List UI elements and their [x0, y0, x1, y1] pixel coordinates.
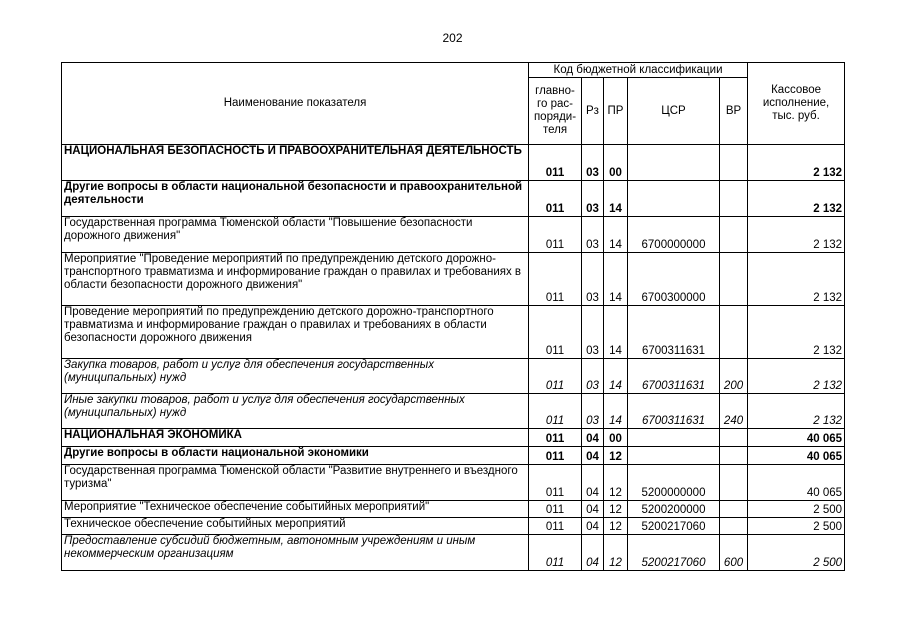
table-row [62, 501, 845, 518]
row-glav-cell: 011 [529, 306, 582, 359]
row-csr-cell: 6700000000 [628, 217, 720, 253]
row-vr-cell: 200 [720, 359, 748, 394]
row-name-cell: Закупка товаров, работ и услуг для обеспечения государственных (муниципальных) нужд [62, 359, 529, 394]
row-pr-cell: 12 [604, 501, 628, 518]
row-value-cell: 2 132 [748, 359, 845, 394]
row-vr-cell [720, 501, 748, 518]
row-name-cell: Другие вопросы в области национальной экономики [62, 447, 529, 465]
row-glav-cell: 011 [529, 535, 582, 571]
row-value-cell: 2 132 [748, 306, 845, 359]
row-glav-cell: 011 [529, 217, 582, 253]
row-vr-cell: 240 [720, 394, 748, 429]
row-glav-cell: 011 [529, 253, 582, 306]
row-vr-cell [720, 447, 748, 465]
row-csr-cell: 6700311631 [628, 306, 720, 359]
header-csr: ЦСР [628, 78, 720, 145]
row-value-cell: 2 132 [748, 181, 845, 217]
row-pr-cell: 12 [604, 535, 628, 571]
header-vr: ВР [720, 78, 748, 145]
table-row [62, 217, 845, 253]
table-row [62, 535, 845, 571]
row-name-cell: Государственная программа Тюменской области "Повышение безопасности дорожного движения" [62, 217, 529, 253]
row-vr-cell [720, 217, 748, 253]
row-glav-cell: 011 [529, 359, 582, 394]
row-csr-cell: 5200217060 [628, 518, 720, 535]
row-value-cell: 2 132 [748, 217, 845, 253]
table-row [62, 145, 845, 181]
row-pr-cell: 14 [604, 253, 628, 306]
row-value-cell: 2 132 [748, 394, 845, 429]
row-rz-cell: 04 [582, 518, 604, 535]
row-name-cell: Иные закупки товаров, работ и услуг для обеспечения государственных (муниципальных) нужд [62, 394, 529, 429]
row-vr-cell [720, 253, 748, 306]
row-name-cell: Государственная программа Тюменской области "Развитие внутреннего и въездного туризма" [62, 465, 529, 501]
row-vr-cell [720, 518, 748, 535]
row-pr-cell: 12 [604, 518, 628, 535]
row-rz-cell: 04 [582, 429, 604, 447]
table-row [62, 306, 845, 359]
row-rz-cell: 04 [582, 447, 604, 465]
row-glav-cell: 011 [529, 501, 582, 518]
row-name-cell: НАЦИОНАЛЬНАЯ БЕЗОПАСНОСТЬ И ПРАВООХРАНИТЕЛЬНАЯ ДЕЯТЕЛЬНОСТЬ [62, 145, 529, 181]
row-name-cell: Мероприятие "Техническое обеспечение событийных мероприятий" [62, 501, 529, 518]
header-rz: Рз [582, 78, 604, 145]
table-row [62, 181, 845, 217]
row-pr-cell: 12 [604, 447, 628, 465]
row-value-cell: 2 500 [748, 518, 845, 535]
table-row [62, 465, 845, 501]
row-glav-cell: 011 [529, 465, 582, 501]
row-vr-cell [720, 145, 748, 181]
row-name-cell: Техническое обеспечение событийных мероприятий [62, 518, 529, 535]
row-vr-cell [720, 465, 748, 501]
row-glav-cell: 011 [529, 429, 582, 447]
row-csr-cell [628, 429, 720, 447]
header-cash: Кассовое исполнение, тыс. руб. [748, 63, 845, 145]
table-row [62, 429, 845, 447]
row-rz-cell: 03 [582, 145, 604, 181]
row-value-cell: 40 065 [748, 465, 845, 501]
row-value-cell: 2 132 [748, 145, 845, 181]
row-pr-cell: 14 [604, 217, 628, 253]
row-value-cell: 2 500 [748, 501, 845, 518]
row-csr-cell: 6700311631 [628, 394, 720, 429]
row-name-cell: Другие вопросы в области национальной безопасности и правоохранительной деятельности [62, 181, 529, 217]
row-csr-cell: 5200000000 [628, 465, 720, 501]
row-name-cell: Предоставление субсидий бюджетным, автономным учреждениям и иным некоммерческим организациям [62, 535, 529, 571]
row-pr-cell: 14 [604, 359, 628, 394]
table-row [62, 394, 845, 429]
row-value-cell: 2 500 [748, 535, 845, 571]
row-value-cell: 40 065 [748, 429, 845, 447]
table-row [62, 518, 845, 535]
row-pr-cell: 14 [604, 394, 628, 429]
budget-table [61, 62, 845, 571]
table-row [62, 447, 845, 465]
row-rz-cell: 03 [582, 253, 604, 306]
row-rz-cell: 04 [582, 535, 604, 571]
header-code-group: Код бюджетной классификации [529, 63, 748, 78]
table-body [62, 145, 845, 571]
row-glav-cell: 011 [529, 145, 582, 181]
table-row [62, 359, 845, 394]
row-csr-cell: 6700311631 [628, 359, 720, 394]
row-csr-cell [628, 447, 720, 465]
row-glav-cell: 011 [529, 181, 582, 217]
row-vr-cell: 600 [720, 535, 748, 571]
header-pr: ПР [604, 78, 628, 145]
header-glav: главно- го рас- поряди- теля [529, 78, 582, 145]
row-rz-cell: 03 [582, 181, 604, 217]
row-name-cell: Мероприятие "Проведение мероприятий по предупреждению детского дорожно-транспортного травматизма и информирование граждан о правилах и требованиях в области безопасности дорожного движения" [62, 253, 529, 306]
row-name-cell: НАЦИОНАЛЬНАЯ ЭКОНОМИКА [62, 429, 529, 447]
row-rz-cell: 04 [582, 465, 604, 501]
row-value-cell: 2 132 [748, 253, 845, 306]
row-rz-cell: 04 [582, 501, 604, 518]
row-rz-cell: 03 [582, 217, 604, 253]
row-csr-cell [628, 145, 720, 181]
row-rz-cell: 03 [582, 394, 604, 429]
row-value-cell: 40 065 [748, 447, 845, 465]
row-vr-cell [720, 429, 748, 447]
row-pr-cell: 00 [604, 145, 628, 181]
row-pr-cell: 14 [604, 181, 628, 217]
row-rz-cell: 03 [582, 306, 604, 359]
row-csr-cell [628, 181, 720, 217]
row-vr-cell [720, 181, 748, 217]
row-rz-cell: 03 [582, 359, 604, 394]
header-name: Наименование показателя [62, 63, 529, 145]
row-vr-cell [720, 306, 748, 359]
row-pr-cell: 12 [604, 465, 628, 501]
page-number: 202 [442, 31, 463, 45]
row-csr-cell: 6700300000 [628, 253, 720, 306]
row-glav-cell: 011 [529, 518, 582, 535]
row-glav-cell: 011 [529, 394, 582, 429]
row-glav-cell: 011 [529, 447, 582, 465]
row-name-cell: Проведение мероприятий по предупреждению детского дорожно-транспортного травматизма и информирование граждан о правилах и требованиях в области безопасности дорожного движения [62, 306, 529, 359]
table-row [62, 253, 845, 306]
row-csr-cell: 5200200000 [628, 501, 720, 518]
row-csr-cell: 5200217060 [628, 535, 720, 571]
row-pr-cell: 00 [604, 429, 628, 447]
row-pr-cell: 14 [604, 306, 628, 359]
